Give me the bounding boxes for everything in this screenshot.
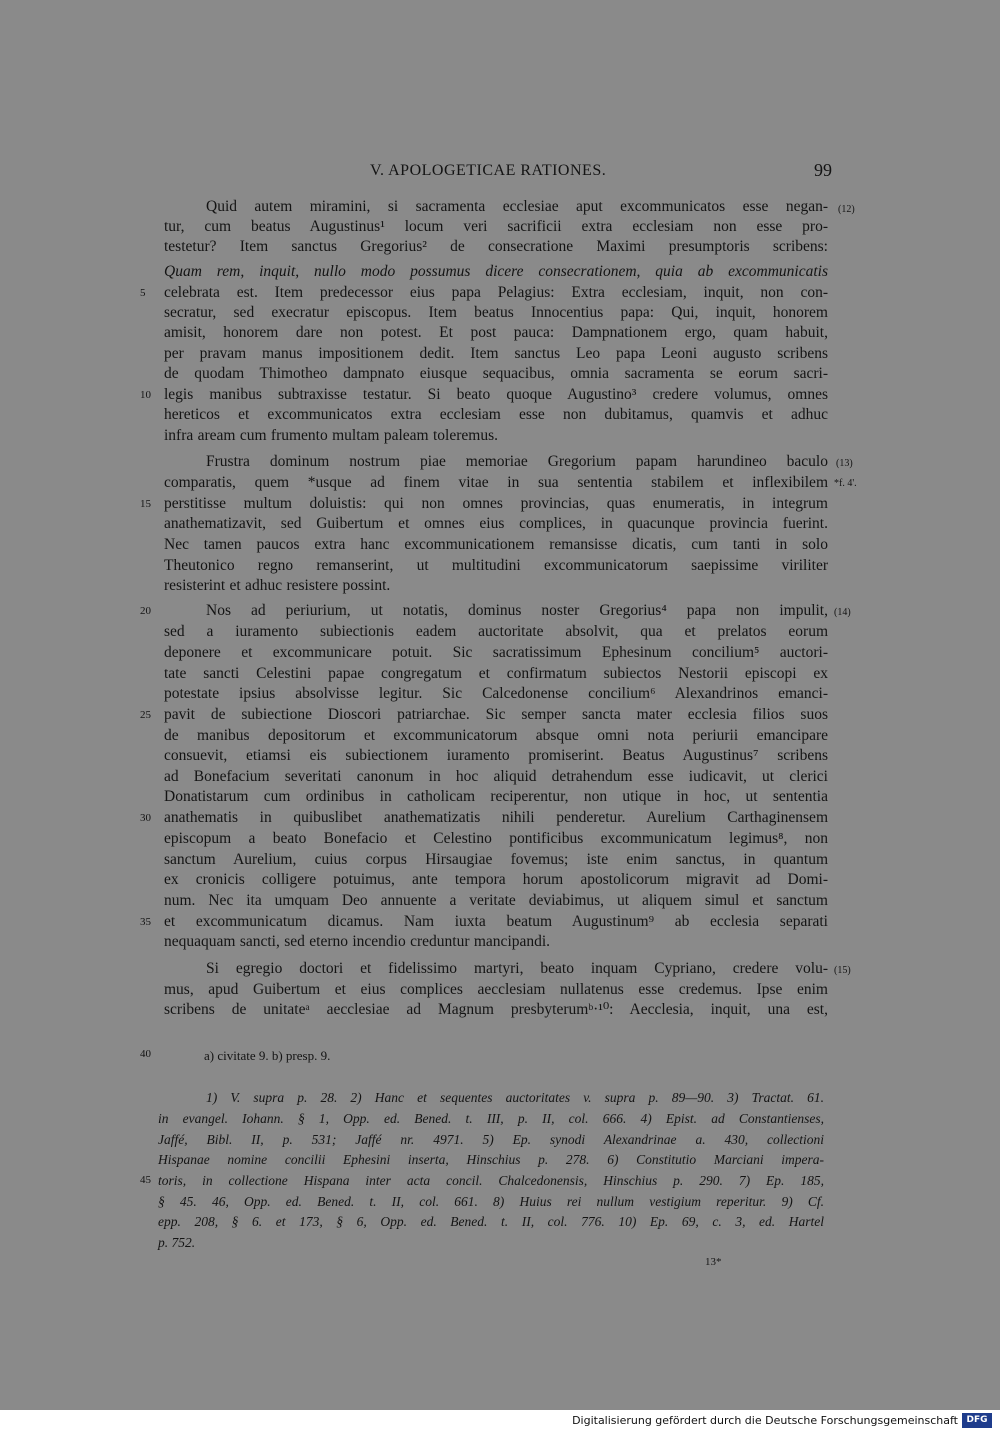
- margin-note: (14): [834, 607, 851, 618]
- signature-mark: 13*: [705, 1256, 722, 1268]
- body-line: legis manibus subtraxisse testatur. Si beato quoque Augustino³ credere volumus, omnes: [164, 386, 828, 403]
- body-line: scribens de unitateᵃ aecclesiae ad Magnum presbyterumᵇ·¹⁰: Aecclesia, inquit, una est,: [164, 1001, 828, 1018]
- footnote-line: Jaffé, Bibl. II, p. 531; Jaffé nr. 4971. 5) Ep. synodi Alexandrinae a. 430, collectioni: [158, 1132, 824, 1147]
- body-line: Frustra dominum nostrum piae memoriae Gregorium papam harundineo baculo: [206, 453, 828, 470]
- body-line: per pravam manus impositionem dedit. Item sanctus Leo papa Leoni augusto scribens: [164, 345, 828, 362]
- body-line: infra aream cum frumento multam paleam toleremus.: [164, 427, 498, 444]
- margin-note: (15): [834, 965, 851, 976]
- dfg-logo[interactable]: DFG: [962, 1413, 992, 1428]
- line-number: 40: [140, 1048, 151, 1060]
- funding-note: Digitalisierung gefördert durch die Deutsche Forschungsgemeinschaft: [572, 1414, 958, 1427]
- footnote-line: in evangel. Iohann. § 1, Opp. ed. Bened. t. III, p. II, col. 666. 4) Epist. ad Constantienses,: [158, 1111, 824, 1126]
- body-line: Quam rem, inquit, nullo modo possumus dicere consecrationem, quia ab excommunicatis: [164, 263, 828, 280]
- body-line: celebrata est. Item predecessor eius papa Pelagius: Extra ecclesiam, inquit, non con-: [164, 284, 828, 301]
- running-head: [160, 162, 832, 182]
- body-line: secratur, sed execratur episcopus. Item beatus Innocentius papa: Qui, inquit, honorem: [164, 304, 828, 321]
- body-line: deponere et excommunicare potuit. Sic sacratissimum Ephesinum concilium⁵ auctori-: [164, 644, 828, 661]
- body-line: consuevit, etiamsi eis subiectionem iuramento promiserint. Beatus Augustinus⁷ scribens: [164, 747, 828, 764]
- line-number: 10: [140, 389, 151, 401]
- footnote-line: Hispanae nomine concilii Ephesini inserta, Hinschius p. 278. 6) Constitutio Marciani impera-: [158, 1152, 824, 1167]
- body-line: anathematis in quibuslibet anathematizatis nihili penderetur. Aurelium Carthaginensem: [164, 809, 828, 826]
- running-head-title: V. APOLOGETICAE RATIONES.: [370, 162, 607, 179]
- margin-note: (12): [838, 204, 855, 215]
- body-line: comparatis, quem *usque ad finem vitae in sua sententia stabilem et inflexibilem: [164, 474, 828, 491]
- line-number: 45: [140, 1174, 151, 1186]
- footnote-line: toris, in collectione Hispana inter acta concil. Chalcedonensis, Hinschius p. 290. 7) Ep. 185,: [158, 1173, 824, 1188]
- body-line: Theutonico regno remanserint, ut multitudini excommunicatorum saepissime viriliter: [164, 557, 828, 574]
- line-number: 5: [140, 287, 146, 299]
- body-line: sanctum Aurelium, cuius corpus Hirsaugiae fovemus; iste enim sanctus, in quantum: [164, 851, 828, 868]
- line-number: 25: [140, 709, 151, 721]
- footnote-line: epp. 208, § 6. et 173, § 6, Opp. ed. Bened. t. II, col. 776. 10) Ep. 69, c. 3, ed. Hartel: [158, 1214, 824, 1229]
- body-line: mus, apud Guibertum et eius complices aecclesiam nullatenus esse credemus. Ipse enim: [164, 981, 828, 998]
- footnote-line: p. 752.: [158, 1235, 196, 1250]
- body-line: hereticos et excommunicatos extra ecclesiam esse non dubitamus, quamvis et adhuc: [164, 406, 828, 423]
- body-line: Nec tamen paucos extra hanc excommunicationem remansisse dicatis, cum tanti in solo: [164, 536, 828, 553]
- textual-variants: a) civitate 9. b) presp. 9.: [204, 1048, 331, 1063]
- body-line: amisit, honorem dare non potest. Et post pauca: Dampnationem ergo, quam habuit,: [164, 324, 828, 341]
- body-line: sed a iuramento subiectionis eadem auctoritate absolvit, qua et prelatos eorum: [164, 623, 828, 640]
- margin-note: (13): [836, 458, 853, 469]
- body-line: resisterint et adhuc resistere possint.: [164, 577, 391, 594]
- body-line: tur, cum beatus Augustinus¹ locum veri sacrificii extra ecclesiam non esse pro-: [164, 218, 828, 235]
- body-line: Quid autem miramini, si sacramenta ecclesiae aput excommunicatos esse negan-: [206, 198, 828, 215]
- body-line: ad Bonefacium severitati canonum in hoc aliquid detrahendum esse iudicavit, ut clerici: [164, 768, 828, 785]
- body-line: Nos ad periurium, ut notatis, dominus noster Gregorius⁴ papa non impulit,: [206, 602, 828, 619]
- body-line: episcopum a beato Bonefacio et Celestino pontificibus excommunicatum legimus⁸, non: [164, 830, 828, 847]
- body-line: pavit de subiectione Dioscori patriarchae. Sic semper sancta mater ecclesia filios suos: [164, 706, 828, 723]
- body-line: de manibus depositorum et excommunicatorum absque omni nota periurii emancipare: [164, 727, 828, 744]
- body-line: Donatistarum cum ordinibus in catholicam reciperentur, non utique in hoc, ut sententia: [164, 788, 828, 805]
- body-line: num. Nec ita umquam Deo annuente a veritate deviabimus, ut aliquem simul et sanctum: [164, 892, 828, 909]
- body-line: tate sancti Celestini papae congregatum et confirmatum subiectos Nestorii episcopi ex: [164, 665, 828, 682]
- body-line: nequaquam sancti, sed eterno incendio creduntur mancipandi.: [164, 933, 551, 950]
- line-number: 35: [140, 916, 151, 928]
- body-line: de quodam Thimotheo dampnato eiusque sequacibus, omnia sacramenta se eorum sacri-: [164, 365, 828, 382]
- line-number: 30: [140, 812, 151, 824]
- body-line: et excommunicatum dicamus. Nam iuxta beatum Augustinum⁹ ab ecclesia separati: [164, 913, 828, 930]
- page-number: 99: [814, 160, 832, 180]
- line-number: 20: [140, 605, 151, 617]
- body-line: potestate ipsius absolvisse legitur. Sic Calcedonense concilium⁶ Alexandrinos emanci-: [164, 685, 828, 702]
- body-line: ex cronicis colligere potuimus, ante tempora horum apostolicorum migravit ad Domi-: [164, 871, 828, 888]
- margin-note: *f. 4'.: [834, 478, 857, 489]
- body-line: perstitisse multum doluistis: qui non omnes provincias, quas enumeratis, in integrum: [164, 495, 828, 512]
- footnote-line: 1) V. supra p. 28. 2) Hanc et sequentes auctoritates v. supra p. 89—90. 3) Tractat. 61.: [206, 1090, 824, 1105]
- line-number: 15: [140, 498, 151, 510]
- footnote-line: § 45. 46, Opp. ed. Bened. t. II, col. 661. 8) Huius rei nullum vestigium reperitur. 9) Cf.: [158, 1194, 824, 1209]
- body-line: anathematizavit, sed Guibertum et omnes eius complices, in quacunque provincia fuerint.: [164, 515, 828, 532]
- body-line: testetur? Item sanctus Gregorius² de consecratione Maximi presumptoris scribens:: [164, 238, 828, 255]
- body-line: Si egregio doctori et fidelissimo martyri, beato inquam Cypriano, credere volu-: [206, 960, 828, 977]
